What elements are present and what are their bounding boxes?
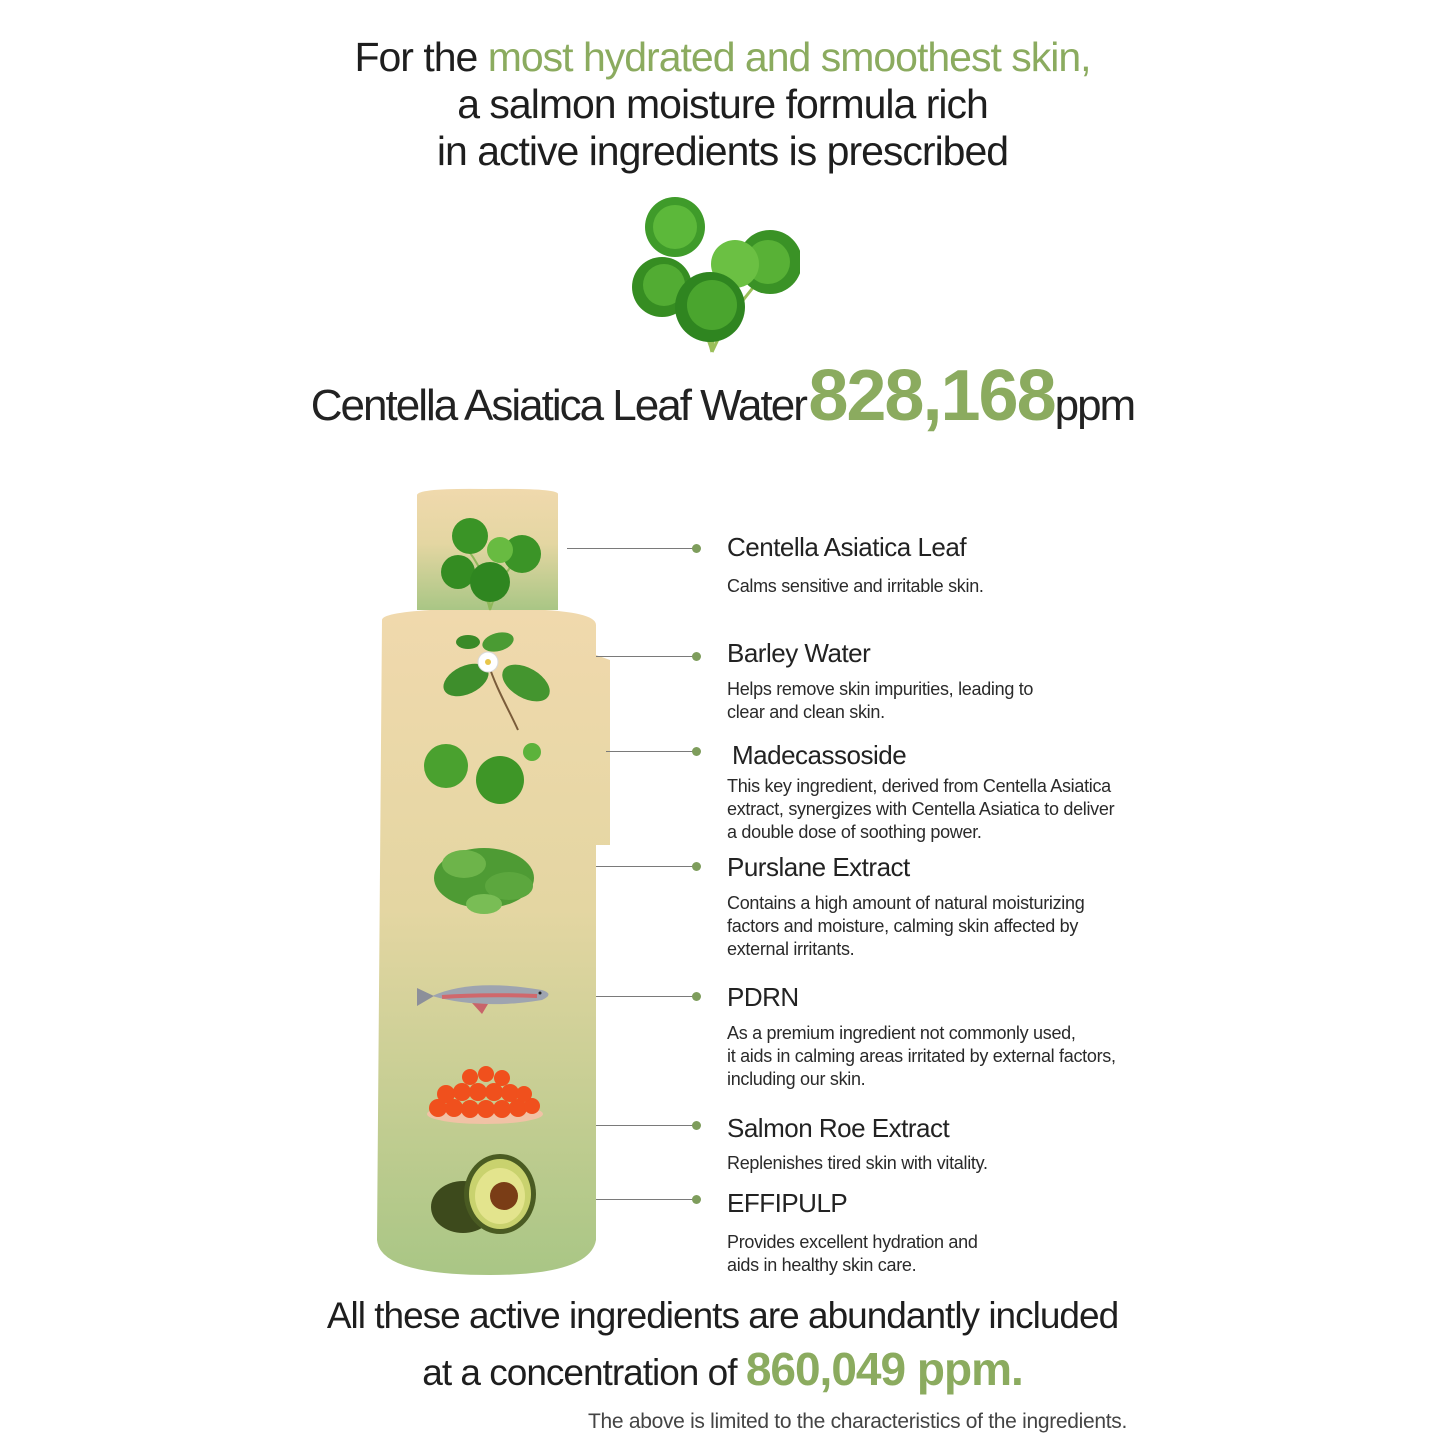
headline-line-2: a salmon moisture formula rich	[457, 81, 988, 127]
ingredient-desc	[727, 1231, 1187, 1277]
purslane-icon	[424, 834, 544, 922]
ingredient-desc	[727, 892, 1187, 961]
ingredient-desc-line: a double dose of soothing power.	[727, 822, 982, 842]
connector-line	[596, 1125, 697, 1126]
headline-line-3: in active ingredients is prescribed	[436, 128, 1009, 174]
ingredient-title: Centella Asiatica Leaf	[727, 532, 967, 562]
headline-accent: most hydrated and smoothest skin,	[487, 34, 1091, 80]
connector-dot	[692, 652, 701, 661]
salmon-roe-icon	[424, 1062, 546, 1126]
ingredient-desc-line: aids in healthy skin care.	[727, 1255, 917, 1275]
connector-dot	[692, 544, 701, 553]
connector-line	[596, 1199, 697, 1200]
connector-line	[596, 996, 697, 997]
ingredient-desc-line: This key ingredient, derived from Centella Asiatica	[727, 776, 1111, 796]
headline-line-1	[0, 34, 1445, 81]
ingredient-desc-line: Helps remove skin impurities, leading to	[727, 679, 1034, 699]
hero-ppm-unit: ppm	[1054, 381, 1135, 430]
avocado-icon	[428, 1152, 540, 1238]
footer-ppm-value: 860,049 ppm.	[745, 1343, 1023, 1395]
ingredient-desc-line: Replenishes tired skin with vitality.	[727, 1153, 988, 1173]
connector-dot	[692, 1121, 701, 1130]
ingredient-desc-line: it aids in calming areas irritated by external factors,	[727, 1046, 1116, 1066]
ingredient-desc-line: clear and clean skin.	[727, 702, 885, 722]
ingredient-desc	[727, 1152, 1187, 1175]
centella-leaf-icon	[620, 192, 800, 357]
ingredient-desc	[727, 575, 1187, 598]
centella-leaf-icon	[438, 510, 544, 612]
footer-line-2	[0, 1342, 1445, 1396]
connector-dot	[692, 1195, 701, 1204]
barley-flower-icon	[438, 628, 554, 732]
ingredient-desc	[727, 678, 1187, 724]
madecassoside-leaf-icon	[420, 742, 550, 806]
connector-line	[596, 866, 697, 867]
ingredient-title: Salmon Roe Extract	[727, 1113, 950, 1143]
footer-line-1: All these active ingredients are abundantly included	[326, 1295, 1119, 1336]
ingredient-desc-line: including our skin.	[727, 1069, 866, 1089]
ingredient-desc	[727, 1022, 1187, 1091]
hero-ingredient-name: Centella Asiatica Leaf Water	[310, 381, 806, 430]
connector-dot	[692, 862, 701, 871]
ingredient-desc	[727, 775, 1187, 844]
connector-line	[567, 548, 697, 549]
ingredient-title: Barley Water	[727, 638, 871, 668]
headline-prefix: For the	[354, 34, 488, 80]
ingredient-desc-line: extract, synergizes with Centella Asiatica to deliver	[727, 799, 1115, 819]
ingredient-desc-line: Calms sensitive and irritable skin.	[727, 576, 984, 596]
ingredient-desc-line: Provides excellent hydration and	[727, 1232, 978, 1252]
disclaimer-note: The above is limited to the characteristics of the ingredients.	[588, 1410, 1128, 1433]
ingredient-desc-line: As a premium ingredient not commonly used,	[727, 1023, 1076, 1043]
ingredient-title: PDRN	[727, 982, 799, 1012]
ingredient-desc-line: factors and moisture, calming skin affected by	[727, 916, 1079, 936]
hero-ppm-line	[0, 355, 1445, 437]
ingredient-title: Madecassoside	[732, 740, 907, 770]
hero-ppm-value: 828,168	[808, 356, 1055, 436]
connector-dot	[692, 747, 701, 756]
ingredient-desc-line: external irritants.	[727, 939, 855, 959]
ingredient-title: Purslane Extract	[727, 852, 910, 882]
footer-prefix: at a concentration of	[422, 1352, 746, 1393]
connector-line	[606, 751, 697, 752]
salmon-icon	[412, 972, 557, 1020]
connector-line	[596, 656, 697, 657]
connector-dot	[692, 992, 701, 1001]
ingredient-title: EFFIPULP	[727, 1188, 848, 1218]
ingredient-desc-line: Contains a high amount of natural moisturizing	[727, 893, 1085, 913]
